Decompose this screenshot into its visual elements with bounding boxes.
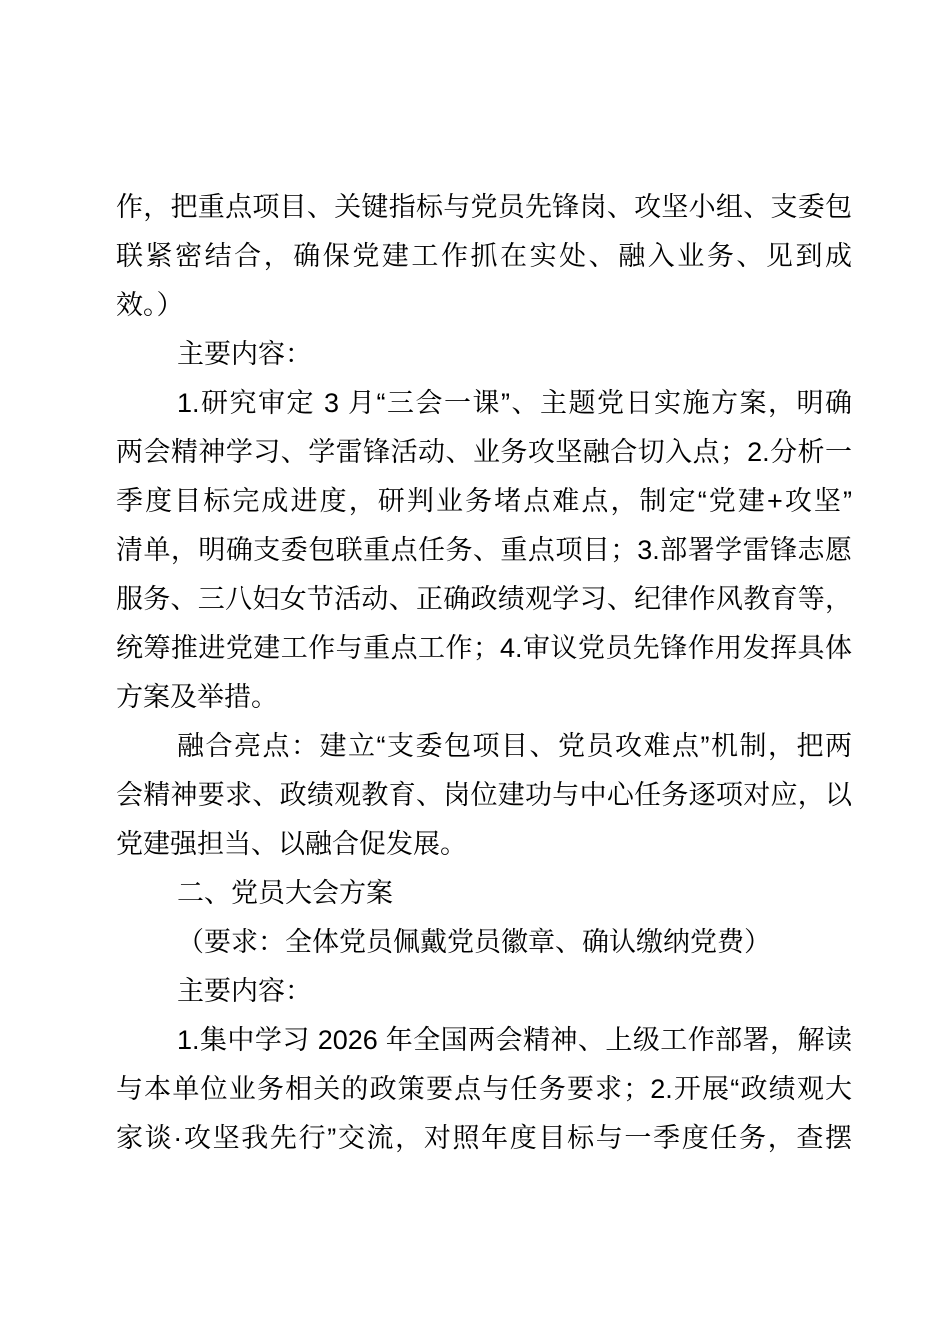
- document-body: [116, 183, 852, 1163]
- paragraph: [116, 869, 852, 918]
- text-line: 统筹推进党建工作与重点工作；4.审议党员先锋作用发挥具体: [116, 633, 852, 663]
- text-line: 会精神要求、政绩观教育、岗位建功与中心任务逐项对应，以: [116, 780, 852, 810]
- text-line: （要求：全体党员佩戴党员徽章、确认缴纳党费）: [177, 927, 771, 957]
- text-line: 联紧密结合，确保党建工作抓在实处、融入业务、见到成: [116, 241, 852, 271]
- text-line: 服务、三八妇女节活动、正确政绩观学习、纪律作风教育等，: [116, 584, 852, 614]
- paragraph: [116, 379, 852, 722]
- text-line: 效。）: [116, 290, 184, 320]
- text-line: 家谈·攻坚我先行”交流，对照年度目标与一季度任务，查摆: [116, 1123, 852, 1153]
- text-line: 季度目标完成进度，研判业务堵点难点，制定“党建+攻坚”: [116, 486, 852, 516]
- text-line: 融合亮点：建立“支委包项目、党员攻难点”机制，把两: [177, 731, 852, 761]
- text-line: 主要内容：: [177, 339, 312, 369]
- paragraph: [116, 967, 852, 1016]
- paragraph: [116, 330, 852, 379]
- text-line: 主要内容：: [177, 976, 312, 1006]
- text-line: 清单，明确支委包联重点任务、重点项目；3.部署学雷锋志愿: [116, 535, 852, 565]
- text-line: 方案及举措。: [116, 682, 278, 712]
- text-line: 两会精神学习、学雷锋活动、业务攻坚融合切入点；2.分析一: [116, 437, 852, 467]
- text-line: 作，把重点项目、关键指标与党员先锋岗、攻坚小组、支委包: [116, 192, 852, 222]
- text-line: 与本单位业务相关的政策要点与任务要求；2.开展“政绩观大: [116, 1074, 852, 1104]
- paragraph: [116, 918, 852, 967]
- text-line: 1.研究审定 3 月“三会一课”、主题党日实施方案，明确: [177, 388, 852, 418]
- text-line: 党建强担当、以融合促发展。: [116, 829, 467, 859]
- text-line: 1.集中学习 2026 年全国两会精神、上级工作部署，解读: [177, 1025, 852, 1055]
- paragraph: [116, 183, 852, 330]
- paragraph: [116, 722, 852, 869]
- paragraph: [116, 1016, 852, 1163]
- text-line: 二、党员大会方案: [177, 878, 393, 908]
